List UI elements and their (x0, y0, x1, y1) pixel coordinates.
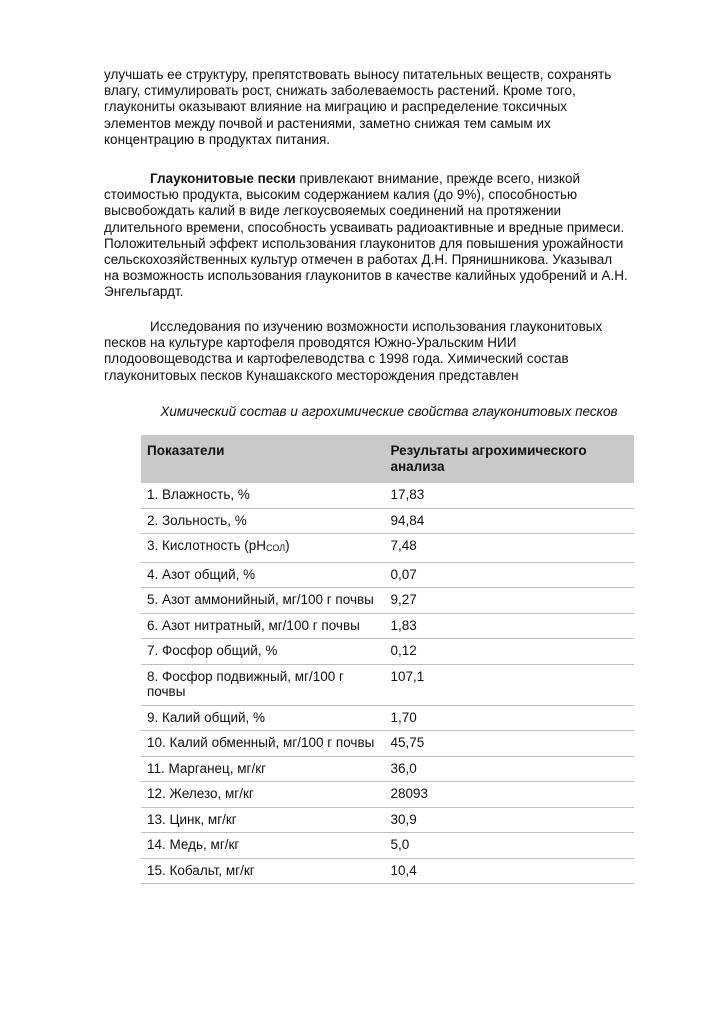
table-caption: Химический состав и агрохимические свойства глауконитовых песков (160, 404, 618, 419)
ph-subscript: СОЛ (266, 543, 286, 553)
paragraph-line: глаукониты оказывают влияние на миграцию и распределение токсичных (104, 99, 568, 115)
table-row (141, 588, 634, 614)
value-cell: 36,0 (384, 756, 634, 782)
paragraph-line: на возможность использования глауконитов в качестве калийных удобрений и А.Н. (104, 268, 628, 284)
paragraph-2 (104, 171, 674, 301)
table-row (141, 705, 634, 731)
value-cell: 0,12 (384, 639, 634, 665)
paragraph-first-line (104, 319, 674, 335)
ph-close: ) (285, 538, 290, 553)
value-cell: 10,4 (384, 858, 634, 884)
indicator-cell: 11. Марганец, мг/кг (141, 756, 384, 782)
value-cell: 17,83 (384, 483, 634, 508)
table-row (141, 858, 634, 884)
table-row (141, 756, 634, 782)
indicator-cell: 10. Калий обменный, мг/100 г почвы (141, 731, 384, 757)
table-row (141, 562, 634, 588)
chemical-composition-table (141, 435, 634, 884)
paragraph-line: песков на культуре картофеля проводятся Южно-Уральским НИИ (104, 335, 517, 351)
paragraph-line: элементов между почвой и растениями, заметно снижая тем самым их (104, 115, 551, 131)
value-cell: 7,48 (384, 534, 634, 563)
paragraph-line: сельскохозяйственных культур отмечен в работах Д.Н. Прянишникова. Указывал (104, 252, 613, 268)
indicator-cell: 14. Медь, мг/кг (141, 833, 384, 859)
paragraph-line: влагу, стимулировать рост, снижать заболеваемость растений. Кроме того, (104, 83, 576, 99)
indicator-cell (141, 534, 384, 563)
value-cell: 94,84 (384, 508, 634, 534)
paragraph-line: высвобождать калий в виде легкоусвояемых соединений на протяжении (104, 203, 562, 219)
indicator-cell: 15. Кобальт, мг/кг (141, 858, 384, 884)
paragraph-line: Положительный эффект использования глауконитов для повышения урожайности (104, 235, 624, 251)
paragraph-1 (104, 67, 674, 148)
indicator-cell: 1. Влажность, % (141, 483, 384, 508)
paragraph-line-rest: привлекают внимание, прежде всего, низкой (295, 171, 581, 186)
table-row (141, 534, 634, 563)
value-cell: 9,27 (384, 588, 634, 614)
paragraph-line: глауконитовых песков Кунашакского месторождения представлен (104, 367, 519, 383)
bold-term: Глауконитовые пески (150, 171, 296, 186)
table-row (141, 508, 634, 534)
table-row (141, 483, 634, 508)
value-cell: 107,1 (384, 664, 634, 705)
value-cell: 30,9 (384, 807, 634, 833)
table-row (141, 782, 634, 808)
value-cell: 45,75 (384, 731, 634, 757)
value-cell: 0,07 (384, 562, 634, 588)
table-row (141, 639, 634, 665)
table-row (141, 833, 634, 859)
paragraph-line: плодоовощеводства и картофелеводства с 1998 года. Химический состав (104, 351, 569, 367)
paragraph-line: длительного времени, способность усваивать радиоактивные и вредные примеси. (104, 219, 625, 235)
header-results: Результаты агрохимического анализа (384, 435, 634, 483)
paragraph-line: концентрацию в продуктах питания. (104, 131, 331, 147)
indicator-cell: 9. Калий общий, % (141, 705, 384, 731)
indicator-cell: 4. Азот общий, % (141, 562, 384, 588)
indicator-cell: 5. Азот аммонийный, мг/100 г почвы (141, 588, 384, 614)
value-cell: 1,83 (384, 613, 634, 639)
indicator-cell: 7. Фосфор общий, % (141, 639, 384, 665)
paragraph-line: стоимостью продукта, высоким содержанием калия (до 9%), способностью (104, 187, 578, 203)
indicator-cell: 13. Цинк, мг/кг (141, 807, 384, 833)
paragraph-3 (104, 319, 674, 384)
indicator-cell: 2. Зольность, % (141, 508, 384, 534)
paragraph-line: улучшать ее структуру, препятствовать выносу питательных веществ, сохранять (104, 67, 612, 82)
table-row (141, 613, 634, 639)
table-row (141, 731, 634, 757)
table-header-row (141, 435, 634, 483)
value-cell: 28093 (384, 782, 634, 808)
indicator-cell: 12. Железо, мг/кг (141, 782, 384, 808)
paragraph-line: Энгельгардт. (104, 284, 184, 300)
indicator-cell: 8. Фосфор подвижный, мг/100 г почвы (141, 664, 384, 705)
value-cell: 5,0 (384, 833, 634, 859)
paragraph-line-text: Исследования по изучению возможности использования глауконитовых (150, 319, 603, 334)
paragraph-first-line (104, 171, 674, 187)
table-row (141, 807, 634, 833)
table-row (141, 664, 634, 705)
value-cell: 1,70 (384, 705, 634, 731)
indicator-cell: 6. Азот нитратный, мг/100 г почвы (141, 613, 384, 639)
header-indicators: Показатели (141, 435, 384, 483)
indicator-text: 3. Кислотность (pH (147, 538, 267, 553)
